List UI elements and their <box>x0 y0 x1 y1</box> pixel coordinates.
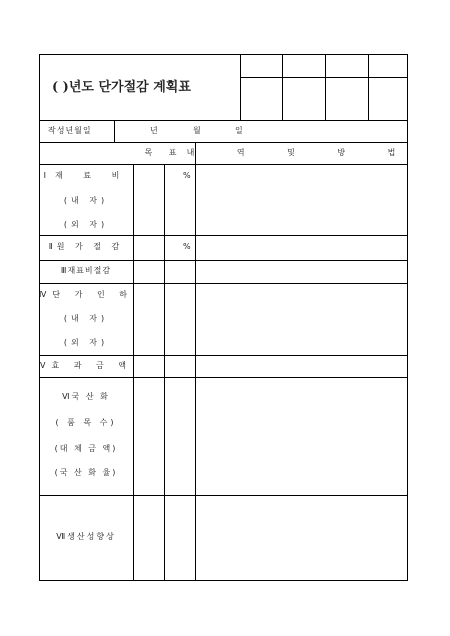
date-month: 월 <box>193 126 201 135</box>
row-sub-item-count: ( 품 목 수) <box>55 418 117 427</box>
rule-row5-bottom <box>40 377 407 378</box>
row-label-localization: Ⅵ국 산 화 <box>62 392 110 401</box>
row-label-productivity: Ⅶ생산성향상 <box>56 532 116 541</box>
row-sub-replacement-amount: (대 체 금 액) <box>54 444 118 453</box>
target-column-header: 목 표 <box>144 148 184 157</box>
rule-target-col-right <box>195 142 196 580</box>
row-sub-foreign: (외 자) <box>63 220 109 229</box>
row-label-cost-saving: Ⅱ원 가 절 감 <box>48 242 124 251</box>
rule-row2-bottom <box>40 260 407 261</box>
rule-title-bottom <box>40 120 407 121</box>
row-unit-percent: % <box>183 171 191 180</box>
rule-row6-bottom <box>40 495 407 496</box>
row-label-price-reduction: Ⅳ단 가 인 하 <box>39 290 133 299</box>
rule-title-right <box>240 55 241 120</box>
cost-reduction-plan-form <box>39 54 416 581</box>
row-label-material-cost: Ⅰ재 료 비 <box>43 171 129 180</box>
rule-colhead-bottom <box>40 164 407 165</box>
rule-date-bottom <box>40 142 407 143</box>
rule-approval-mid <box>240 77 407 78</box>
date-label: 작성년월일 <box>48 126 92 135</box>
detail-column-header: 내 역 및 방 법 <box>186 148 416 157</box>
rule-row4-bottom <box>40 355 407 356</box>
date-day: 일 <box>235 126 243 135</box>
rule-row1-bottom <box>40 235 407 236</box>
form-title: ( )년도 단가절감 계획표 <box>52 80 191 95</box>
row-sub-domestic: (내 자) <box>63 314 109 323</box>
row-sub-foreign: (외 자) <box>63 338 109 347</box>
row-label-material-saving: Ⅲ재표비절감 <box>60 266 112 275</box>
row-sub-localization-rate: (국 산 화 율) <box>54 468 118 477</box>
rule-approval-2 <box>325 55 326 120</box>
rule-target-col-mid <box>164 164 165 580</box>
row-label-effect-amount: Ⅴ효 과 금 액 <box>39 361 133 370</box>
date-year: 년 <box>150 126 158 135</box>
row-unit-percent: % <box>183 242 191 251</box>
rule-date-label-right <box>114 120 115 142</box>
rule-row3-bottom <box>40 283 407 284</box>
row-sub-domestic: (내 자) <box>63 196 109 205</box>
rule-approval-1 <box>282 55 283 120</box>
rule-approval-3 <box>368 55 369 120</box>
rule-label-col-right <box>133 164 134 580</box>
